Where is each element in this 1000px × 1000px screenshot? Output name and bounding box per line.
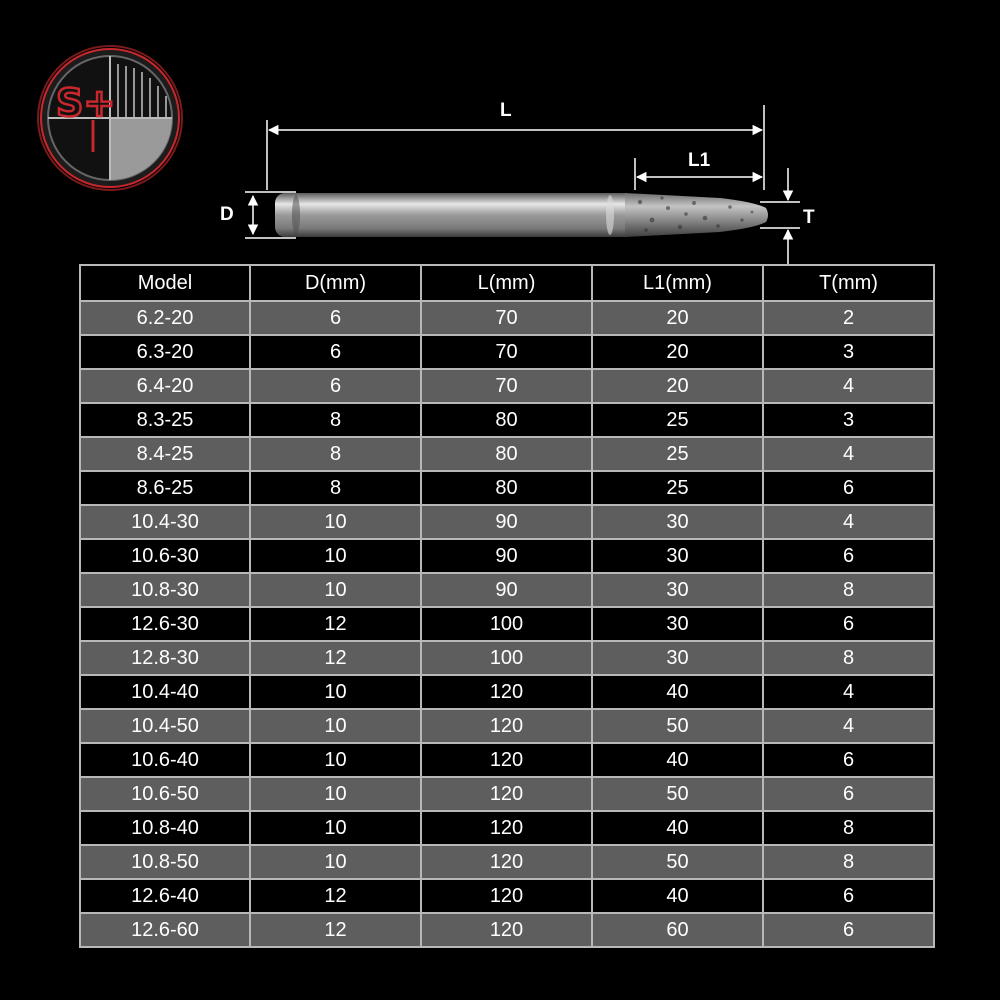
cell-diameter: 10 [250, 675, 421, 709]
cell-diameter: 6 [250, 301, 421, 335]
cell-head-length: 40 [592, 743, 763, 777]
cell-diameter: 10 [250, 539, 421, 573]
cell-model: 12.8-30 [80, 641, 250, 675]
cell-diameter: 8 [250, 471, 421, 505]
cell-head-length: 40 [592, 811, 763, 845]
table-row [80, 845, 934, 879]
cell-tip: 6 [763, 913, 934, 947]
dimension-label-l: L [500, 100, 512, 121]
cell-diameter: 10 [250, 573, 421, 607]
cell-diameter: 10 [250, 743, 421, 777]
table-row [80, 539, 934, 573]
cell-head-length: 30 [592, 607, 763, 641]
cell-model: 12.6-40 [80, 879, 250, 913]
cell-length: 120 [421, 913, 592, 947]
table-row [80, 709, 934, 743]
dimension-label-t: T [803, 207, 815, 228]
cell-head-length: 20 [592, 335, 763, 369]
cell-head-length: 50 [592, 709, 763, 743]
cell-diameter: 10 [250, 777, 421, 811]
cell-length: 100 [421, 641, 592, 675]
table-row [80, 437, 934, 471]
cell-length: 80 [421, 437, 592, 471]
cell-tip: 6 [763, 777, 934, 811]
table-header-row [80, 265, 934, 301]
cell-tip: 6 [763, 539, 934, 573]
cell-diameter: 6 [250, 335, 421, 369]
cell-length: 120 [421, 709, 592, 743]
table-row [80, 607, 934, 641]
cell-diameter: 10 [250, 709, 421, 743]
cell-diameter: 6 [250, 369, 421, 403]
svg-text:S+: S+ [56, 81, 116, 125]
specifications-table [79, 264, 935, 948]
cell-diameter: 12 [250, 879, 421, 913]
table-row [80, 301, 934, 335]
table-row [80, 505, 934, 539]
brand-logo [36, 44, 184, 192]
cell-tip: 4 [763, 709, 934, 743]
cell-diameter: 12 [250, 607, 421, 641]
table-row [80, 471, 934, 505]
cell-head-length: 60 [592, 913, 763, 947]
cell-model: 10.4-50 [80, 709, 250, 743]
cell-model: 6.3-20 [80, 335, 250, 369]
cell-tip: 6 [763, 743, 934, 777]
cell-tip: 6 [763, 607, 934, 641]
cell-model: 8.4-25 [80, 437, 250, 471]
cell-head-length: 50 [592, 845, 763, 879]
cell-tip: 8 [763, 641, 934, 675]
cell-diameter: 10 [250, 505, 421, 539]
cell-tip: 6 [763, 471, 934, 505]
table-row [80, 369, 934, 403]
cell-length: 120 [421, 879, 592, 913]
cell-model: 10.8-30 [80, 573, 250, 607]
cell-length: 70 [421, 369, 592, 403]
cell-head-length: 30 [592, 539, 763, 573]
cell-model: 10.4-40 [80, 675, 250, 709]
cell-length: 80 [421, 471, 592, 505]
cell-length: 120 [421, 675, 592, 709]
cell-head-length: 40 [592, 675, 763, 709]
cell-length: 100 [421, 607, 592, 641]
cell-diameter: 10 [250, 811, 421, 845]
table-body [80, 301, 934, 947]
table-row [80, 913, 934, 947]
dimension-label-d: D [220, 204, 234, 225]
cell-tip: 6 [763, 879, 934, 913]
cell-length: 120 [421, 845, 592, 879]
cell-model: 10.6-30 [80, 539, 250, 573]
cell-model: 10.6-50 [80, 777, 250, 811]
header-diameter: D(mm) [250, 265, 421, 301]
cell-length: 120 [421, 743, 592, 777]
table-row [80, 811, 934, 845]
cell-model: 6.4-20 [80, 369, 250, 403]
cell-head-length: 50 [592, 777, 763, 811]
dimension-label-l1: L1 [688, 150, 711, 171]
cell-length: 70 [421, 335, 592, 369]
cell-diameter: 8 [250, 403, 421, 437]
header-tip: T(mm) [763, 265, 934, 301]
cell-length: 120 [421, 811, 592, 845]
cell-model: 10.4-30 [80, 505, 250, 539]
table-row [80, 675, 934, 709]
table-row [80, 879, 934, 913]
table-row [80, 335, 934, 369]
cell-tip: 4 [763, 675, 934, 709]
table-row [80, 641, 934, 675]
cell-head-length: 30 [592, 573, 763, 607]
cell-model: 10.8-50 [80, 845, 250, 879]
cell-tip: 8 [763, 811, 934, 845]
cell-head-length: 20 [592, 301, 763, 335]
cell-head-length: 25 [592, 437, 763, 471]
cell-head-length: 40 [592, 879, 763, 913]
cell-diameter: 12 [250, 641, 421, 675]
cell-head-length: 30 [592, 505, 763, 539]
cell-length: 70 [421, 301, 592, 335]
cell-head-length: 30 [592, 641, 763, 675]
cell-tip: 8 [763, 573, 934, 607]
cell-model: 12.6-60 [80, 913, 250, 947]
cell-length: 90 [421, 505, 592, 539]
cell-tip: 4 [763, 505, 934, 539]
cell-diameter: 10 [250, 845, 421, 879]
header-length: L(mm) [421, 265, 592, 301]
cell-model: 6.2-20 [80, 301, 250, 335]
header-head-length: L1(mm) [592, 265, 763, 301]
cell-model: 8.6-25 [80, 471, 250, 505]
cell-tip: 8 [763, 845, 934, 879]
cell-tip: 3 [763, 403, 934, 437]
cell-length: 120 [421, 777, 592, 811]
cell-length: 80 [421, 403, 592, 437]
table-row [80, 573, 934, 607]
cell-length: 90 [421, 539, 592, 573]
cell-tip: 4 [763, 437, 934, 471]
cell-head-length: 25 [592, 403, 763, 437]
table-row [80, 777, 934, 811]
cell-tip: 4 [763, 369, 934, 403]
cell-model: 12.6-30 [80, 607, 250, 641]
cell-diameter: 12 [250, 913, 421, 947]
header-model: Model [80, 265, 250, 301]
cell-head-length: 20 [592, 369, 763, 403]
table-row [80, 743, 934, 777]
cell-diameter: 8 [250, 437, 421, 471]
cell-model: 8.3-25 [80, 403, 250, 437]
table-row [80, 403, 934, 437]
tool-dimension-diagram [200, 90, 860, 265]
cell-tip: 3 [763, 335, 934, 369]
cell-tip: 2 [763, 301, 934, 335]
cell-length: 90 [421, 573, 592, 607]
cell-model: 10.6-40 [80, 743, 250, 777]
cell-model: 10.8-40 [80, 811, 250, 845]
cell-head-length: 25 [592, 471, 763, 505]
